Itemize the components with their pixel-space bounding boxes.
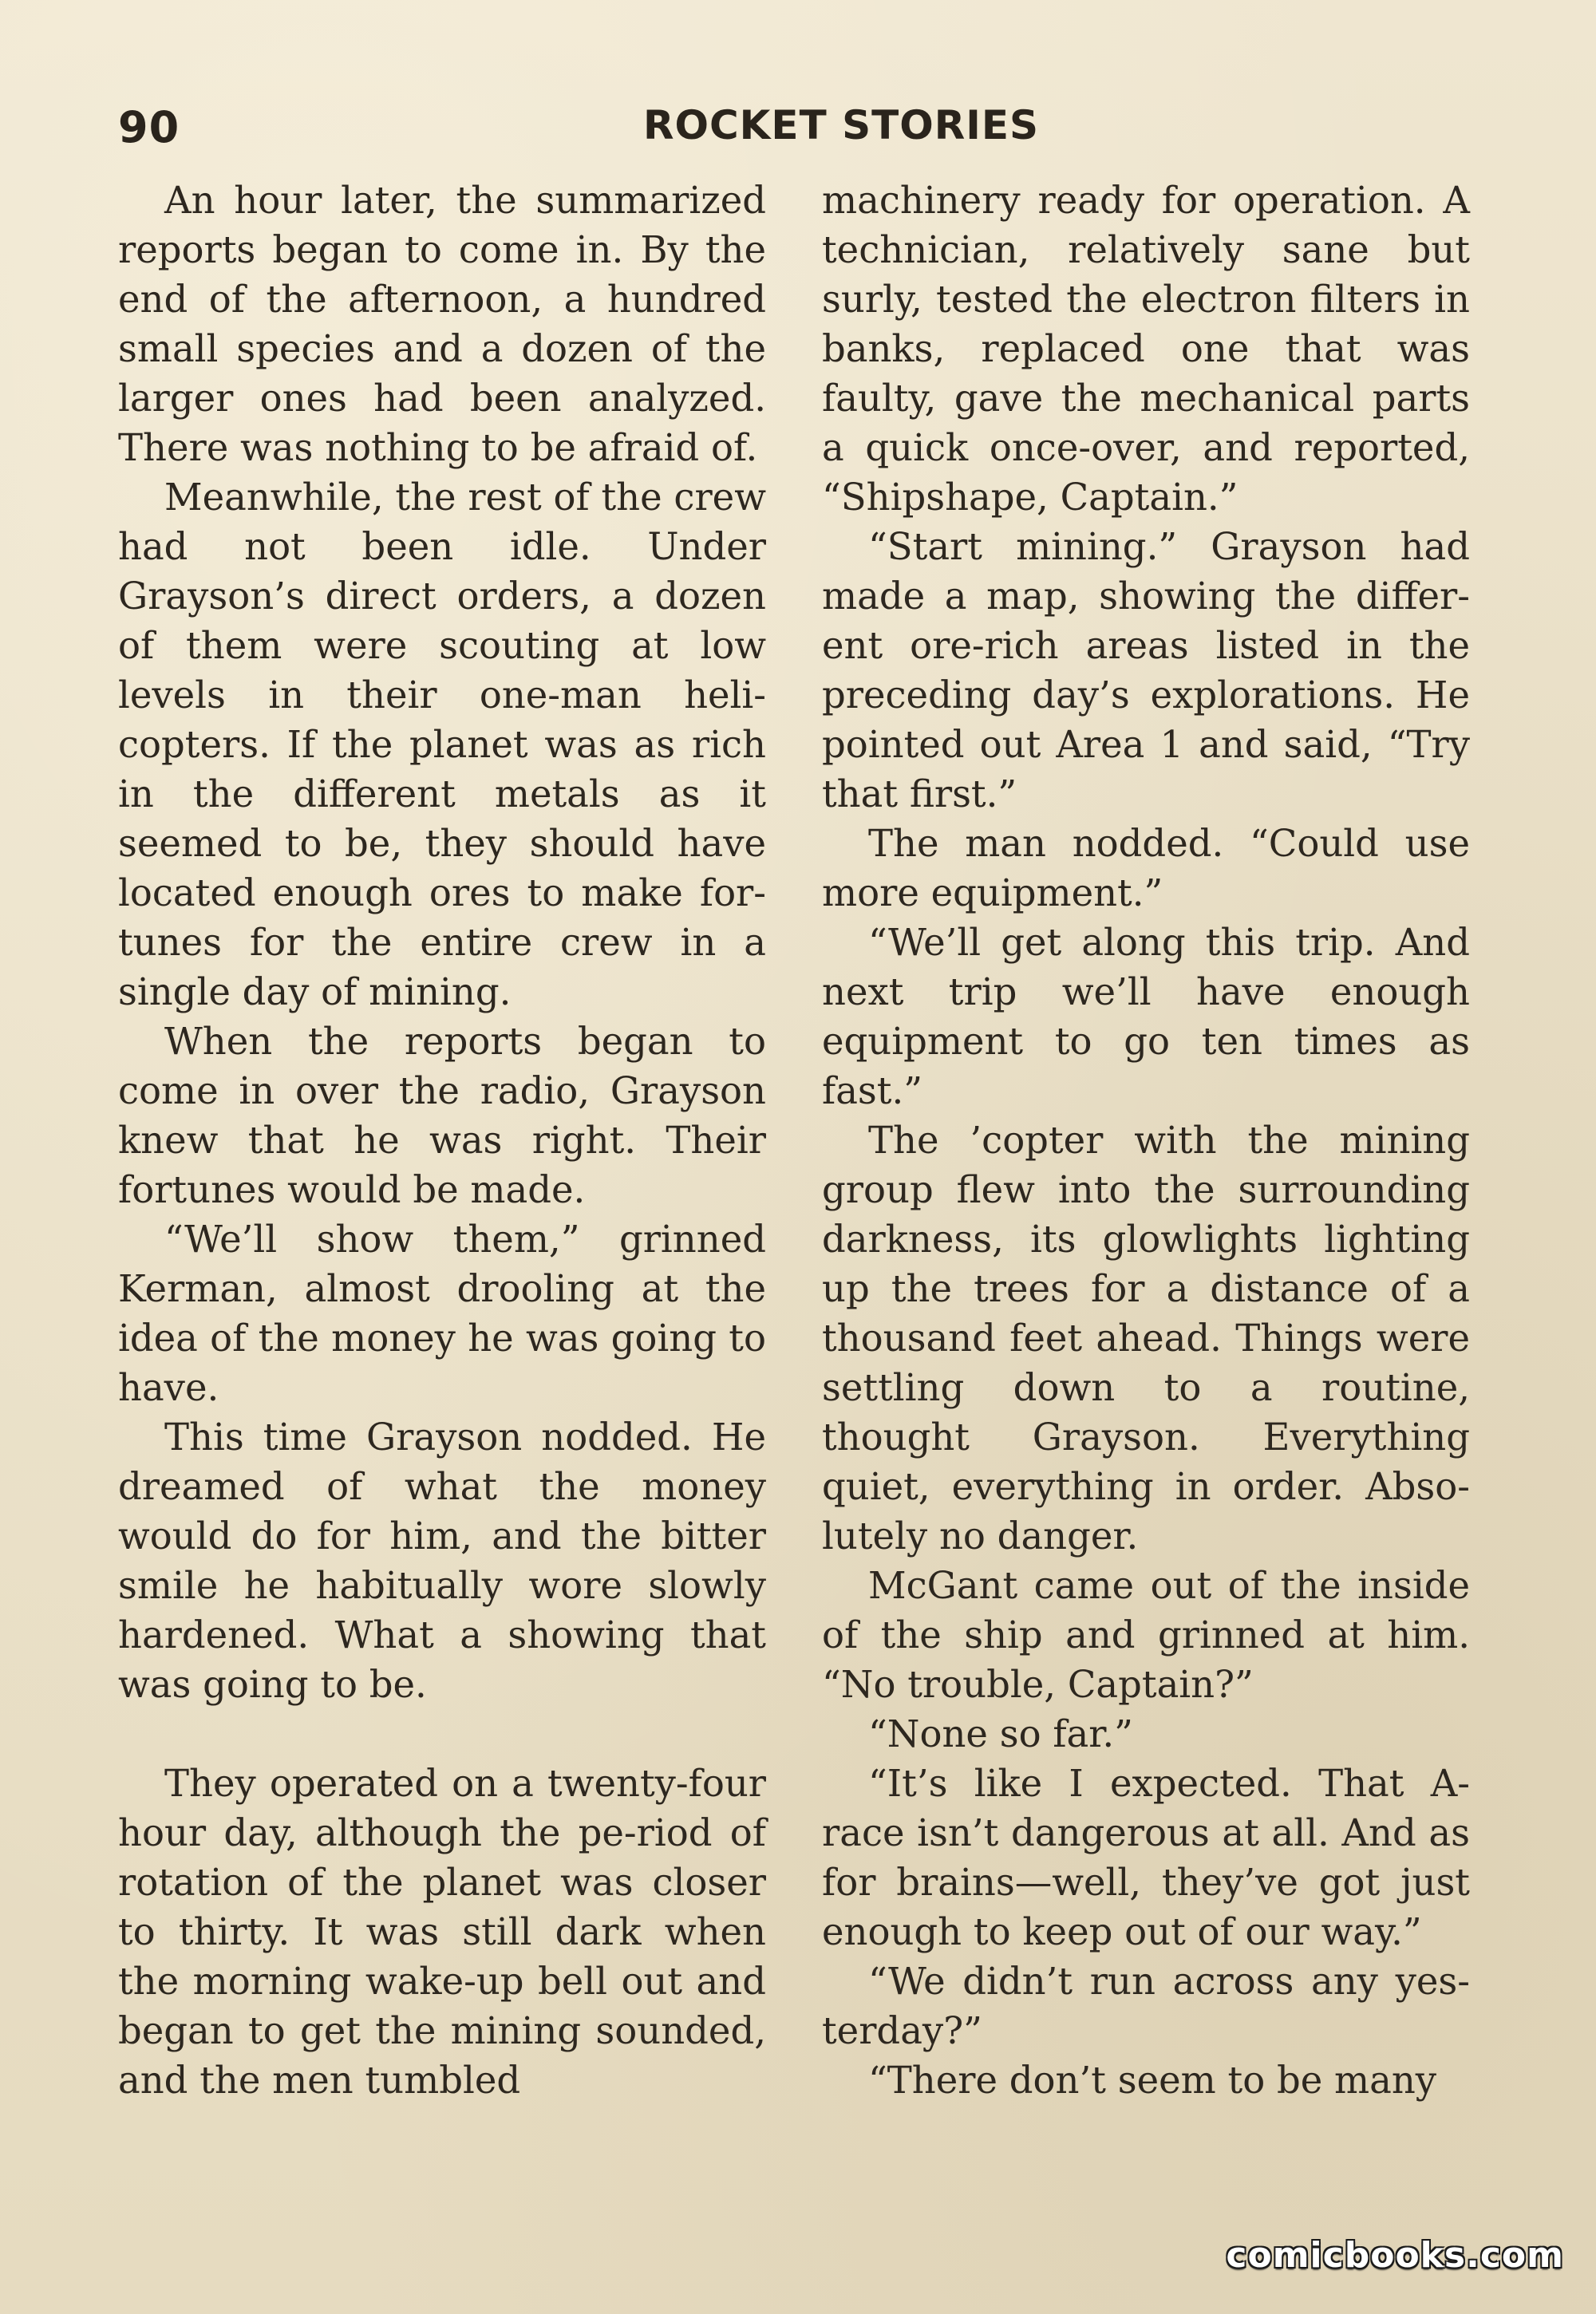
paragraph: “We’ll show them,” grinned Kerman, almost drooling at the idea of the money he was going to have. xyxy=(118,1218,766,1409)
left-text-column xyxy=(118,176,766,2105)
page-header xyxy=(118,102,1468,166)
paragraph: The man nodded. “Could use more equipment.” xyxy=(822,822,1470,914)
paragraph: An hour later, the summarized reports began to come in. By the end of the afternoon, a hundred small species and a dozen of the larger ones had been analyzed. There was nothing to be afraid of. xyxy=(118,179,766,469)
paragraph: “We didn’t run across any yes-terday?” xyxy=(822,1960,1470,2052)
paragraph: “None so far.” xyxy=(868,1712,1133,1755)
paragraph: “It’s like I expected. That A-race isn’t dangerous at all. And as for brains—well, they’ve got just enough to keep out of our way.” xyxy=(822,1762,1470,1953)
site-watermark: comicbooks.com xyxy=(1226,2235,1564,2276)
paragraph: “Start mining.” Grayson had made a map, showing the differ-ent ore-rich areas listed in the preceding day’s explorations. He pointed out Area 1 and said, “Try that first.” xyxy=(822,525,1470,815)
running-head: ROCKET STORIES xyxy=(642,102,1039,148)
paragraph: The ’copter with the mining group flew into the surrounding darkness, its glowlights lighting up the trees for a distance of a thousand feet ahead. Things were settling down to a routine, thought Grayson. Everything quiet, everything in order. Abso-lutely no danger. xyxy=(822,1119,1470,1558)
paragraph: “There don’t seem to be many xyxy=(868,2059,1437,2102)
paragraph: McGant came out of the inside of the ship and grinned at him. “No trouble, Captain?” xyxy=(822,1564,1470,1706)
paragraph: Meanwhile, the rest of the crew had not been idle. Under Grayson’s direct orders, a dozen of them were scouting at low levels in their one-man heli-copters. If the planet was as rich in the different metals as it seemed to be, they should have located enough ores to make for-tunes for the entire crew in a single day of mining. xyxy=(118,476,766,1013)
page-number: 90 xyxy=(118,102,180,152)
paragraph: They operated on a twenty-four hour day, although the pe-riod of rotation of the planet was closer to thirty. It was still dark when the morning wake-up bell out and began to get the mining sounded, and the men tumbled xyxy=(118,1762,766,2102)
paragraph: This time Grayson nodded. He dreamed of what the money would do for him, and the bitter smile he habitually wore slowly hardened. What a showing that was going to be. xyxy=(118,1416,766,1706)
paragraph: “We’ll get along this trip. And next trip we’ll have enough equipment to go ten times as fast.” xyxy=(822,921,1470,1112)
paragraph: When the reports began to come in over the radio, Grayson knew that he was right. Their fortunes would be made. xyxy=(118,1020,766,1211)
right-text-column xyxy=(822,176,1470,2105)
section-break xyxy=(118,1709,766,1759)
paragraph-continued: machinery ready for operation. A technician, relatively sane but surly, tested the electron filters in banks, replaced one that was faulty, gave the mechanical parts a quick once-over, and reported, “Shipshape, Captain.” xyxy=(822,179,1470,519)
